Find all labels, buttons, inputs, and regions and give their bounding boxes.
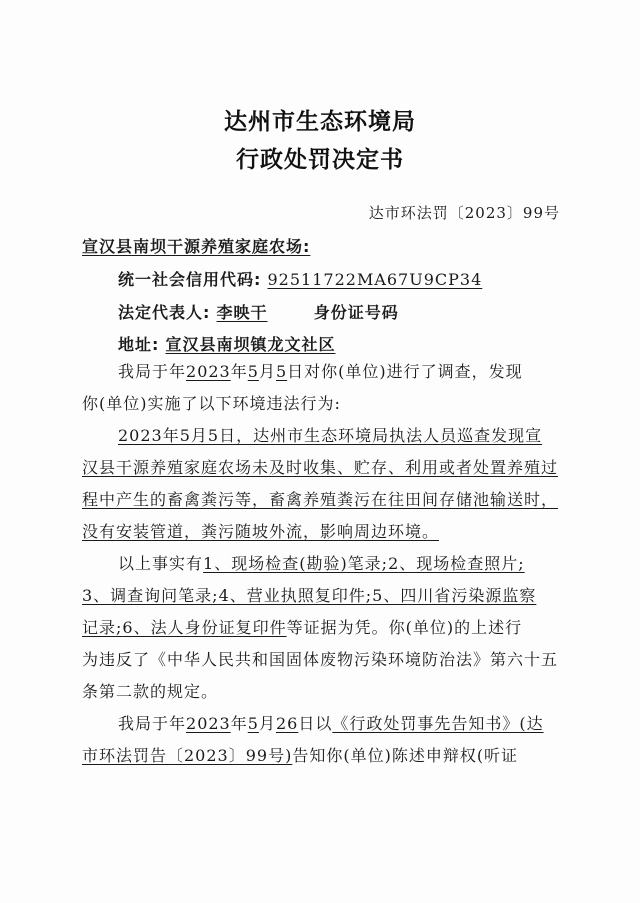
credit-code-value: 92511722MA67U9CP34 xyxy=(267,270,483,289)
paragraph-line: 以上事实有1、现场检查(勘验)笔录;2、现场检查照片; xyxy=(118,554,525,573)
document-type-title: 行政处罚决定书 xyxy=(236,147,404,173)
credit-code-line xyxy=(118,267,482,290)
paragraph-line: 为违反了《中华人民共和国固体废物污染环境防治法》第六十五 xyxy=(82,650,559,669)
party-name: 宣汉县南坝干源养殖家庭农场: xyxy=(82,237,311,256)
paragraph-line: 我局于年2023年5月26日以《行政处罚事先告知书》(达 xyxy=(118,714,544,733)
paragraph-violation xyxy=(82,420,576,548)
paragraph-notice xyxy=(82,708,576,772)
paragraph-line: 我局于年2023年5月5日对你(单位)进行了调查，发现 xyxy=(118,362,523,381)
paragraph-evidence xyxy=(82,548,576,708)
credit-code-label: 统一社会信用代码: xyxy=(118,270,262,289)
legal-rep-label: 法定代表人: xyxy=(118,303,211,322)
address-label: 地址: xyxy=(118,335,160,354)
paragraph-line: 没有安装管道，粪污随坡外流，影响周边环境。 xyxy=(82,522,440,541)
paragraph-line: 记录;6、法人身份证复印件等证据为凭。你(单位)的上述行 xyxy=(82,618,523,637)
document-number: 达市环法罚〔2023〕99号 xyxy=(368,204,560,222)
paragraph-line: 条第二款的规定。 xyxy=(82,682,219,701)
agency-title: 达州市生态环境局 xyxy=(224,109,416,135)
legal-rep-name: 李映干 xyxy=(216,303,268,322)
paragraph-line: 汉县干源养殖家庭农场未及时收集、贮存、利用或者处置养殖过 xyxy=(82,458,559,477)
id-number-label: 身份证号码 xyxy=(313,303,399,322)
paragraph-investigation xyxy=(82,356,576,420)
address-line xyxy=(118,332,336,355)
address-value: 宣汉县南坝镇龙文社区 xyxy=(165,335,336,354)
paragraph-line: 3、调查询问笔录;4、营业执照复印件;5、四川省污染源监察 xyxy=(82,586,537,605)
paragraph-line: 你(单位)实施了以下环境违法行为: xyxy=(82,394,341,413)
paragraph-line: 2023年5月5日，达州市生态环境局执法人员巡查发现宣 xyxy=(118,426,543,445)
legal-rep-line xyxy=(118,300,399,323)
paragraph-line: 市环法罚告〔2023〕99号)告知你(单位)陈述申辩权(听证 xyxy=(82,746,519,765)
paragraph-line: 程中产生的畜禽粪污等，畜禽养殖粪污在往田间存储池输送时， xyxy=(82,490,559,509)
